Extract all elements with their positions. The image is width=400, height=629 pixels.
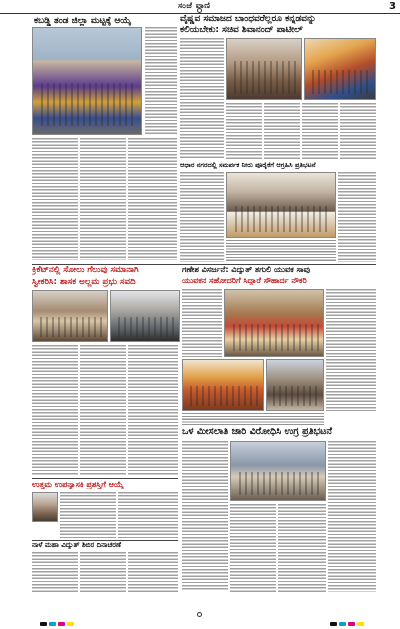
caption-ganesha bbox=[182, 413, 324, 425]
photo-crowd bbox=[266, 359, 324, 411]
column-award-2 bbox=[118, 492, 178, 538]
column-kabaddi-1 bbox=[32, 138, 78, 260]
column-reservation-1 bbox=[182, 441, 228, 591]
column-ganesha-3 bbox=[326, 359, 376, 411]
column-vaishnava-5 bbox=[340, 103, 376, 160]
photo-kabaddi-team bbox=[32, 27, 142, 135]
column-reservation-4 bbox=[328, 441, 376, 592]
column-ganesha-2 bbox=[326, 289, 376, 357]
photo-lecturer bbox=[32, 492, 58, 522]
headline-cricket-line2: ಸ್ವೀಕರಿಸಿ: ಶಾಸಕ ಅಲ್ಲಮ ಪ್ರಭು ಸವದಿ bbox=[32, 278, 136, 287]
headline-reservation-protest: ಒಳ ಮೀಸಲಾತಿ ಜಾರಿ ವಿರೋಧಿಸಿ ಉಗ್ರ ಪ್ರತಿಭಟನೆ bbox=[182, 427, 332, 437]
column-vaishnava-3 bbox=[264, 103, 300, 160]
column-reservation-2 bbox=[230, 504, 276, 592]
headline-ganesha: ಗಣೇಶ ವಿಸರ್ಜನೆ: ವಿದ್ಯುತ್ ತಗುಲಿ ಯುವಕ ಸಾವು bbox=[182, 266, 311, 274]
column-kabaddi-side bbox=[145, 27, 177, 135]
photo-cricket-2 bbox=[110, 290, 180, 342]
divider bbox=[32, 264, 376, 265]
column-cricket-2 bbox=[80, 345, 126, 475]
column-water-2 bbox=[338, 172, 376, 262]
headline-cricket-line1: ಕ್ರಿಕೆಟ್‌ನಲ್ಲಿ ಸೋಲು ಗೆಲುವು ಸಮಾನಾಗಿ bbox=[32, 266, 139, 275]
photo-officials-visit bbox=[182, 359, 264, 411]
column-reservation-3 bbox=[278, 504, 326, 592]
headline-water-protest: ಆಧಾರ ನಗರದಲ್ಲಿ ಸಮರ್ಪಕ ನೀರು ಪೂರೈಕೆಗೆ ಆಗ್ರಹಿಸಿ ಪ್ರತಿಭಟನೆ bbox=[180, 162, 316, 169]
newspaper-logo: ಸಂಜೆ ವಾಣಿ bbox=[178, 1, 211, 10]
colour-registration-strip bbox=[0, 621, 400, 629]
photo-mourning-family bbox=[224, 289, 324, 357]
headline-job-offer: ಯುವಕನ ಸಹೋದರಿಗೆ ಸಿದ್ದಾರೆ ಸೌಹಾರ್ದ ನೌಕರಿ bbox=[182, 277, 307, 285]
column-vaishnava-2 bbox=[226, 103, 262, 160]
column-electricity-3 bbox=[128, 552, 178, 592]
page-number: 3 bbox=[389, 1, 396, 12]
crop-mark-icon bbox=[197, 8, 202, 13]
caption-water-protest bbox=[226, 240, 336, 262]
column-water-1 bbox=[180, 172, 224, 262]
headline-lecturer-award: ಉತ್ತಮ ಉಪನ್ಯಾಸಕಿ ಪ್ರಶಸ್ತಿಗೆ ಆಯ್ಕೆ bbox=[32, 481, 124, 489]
photo-minister-speech bbox=[226, 38, 302, 100]
column-award-1 bbox=[60, 492, 116, 538]
column-vaishnava-4 bbox=[302, 103, 338, 160]
column-cricket-1 bbox=[32, 345, 78, 475]
column-kabaddi-2 bbox=[80, 138, 126, 260]
column-kabaddi-3 bbox=[128, 138, 177, 260]
column-vaishnava-1 bbox=[180, 38, 224, 158]
headline-electricity-day: ನಾಳೆ ಮಹಾ ವಿದ್ಯುತ್ ಶಿಬಿರ ದಿನಾಚರಣೆ bbox=[32, 542, 122, 549]
divider bbox=[32, 540, 178, 541]
headline-vaishnava-line1: ವೈಷ್ಣವ ಸಮಾಜದ ಬಾಂಧವರೆಲ್ಲರೂ ಕನ್ನಡವನ್ನು bbox=[180, 15, 317, 24]
crop-mark-icon bbox=[197, 612, 202, 617]
divider bbox=[32, 478, 178, 479]
headline-kabaddi: ಕಬಡ್ಡಿ ತಂಡ ಜಿಲ್ಲಾ ಮಟ್ಟಕ್ಕೆ ಆಯ್ಕೆ bbox=[34, 17, 132, 26]
column-cricket-3 bbox=[128, 345, 178, 475]
photo-reservation-protest bbox=[230, 441, 326, 501]
column-electricity-1 bbox=[32, 552, 78, 592]
photo-cricket-1 bbox=[32, 290, 108, 342]
photo-stage-event bbox=[304, 38, 376, 100]
photo-water-protest bbox=[226, 172, 336, 238]
column-electricity-2 bbox=[80, 552, 126, 592]
headline-vaishnava-line2: ಕಲಿಯಬೇಕು: ಸಚಿವ ಶಿವಾನಂದ್ ಪಾಟೀಲ್ bbox=[180, 26, 303, 35]
column-ganesha-1 bbox=[182, 289, 222, 357]
